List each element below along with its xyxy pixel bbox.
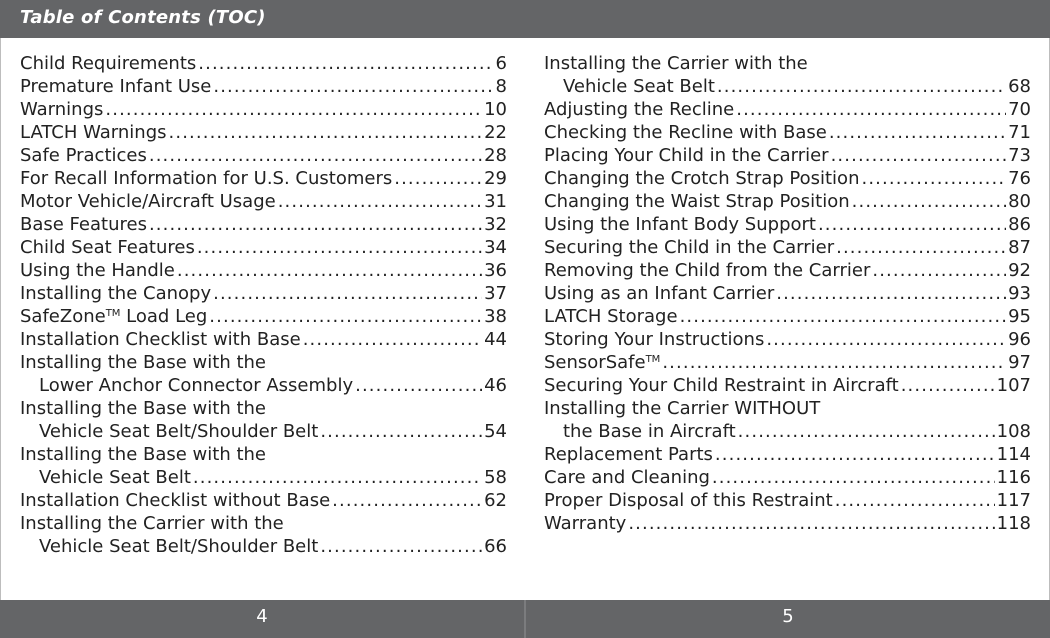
dot-leader [836,236,1006,259]
toc-page-number: 97 [1008,352,1031,373]
dot-leader [394,167,482,190]
toc-entry-title: Vehicle Seat Belt/Shoulder Belt [39,536,319,557]
toc-entry-line [544,190,1031,213]
toc-entry-line [544,420,1031,443]
toc-page-number: 93 [1008,283,1031,304]
dot-leader [169,121,483,144]
toc-entry[interactable] [544,236,1031,259]
toc-entry-line [20,512,507,535]
toc-entry-title: Checking the Recline with Base [544,122,827,143]
toc-entry[interactable] [544,167,1031,190]
toc-entry[interactable] [20,236,507,259]
dot-leader [852,190,1006,213]
dot-leader [198,52,493,75]
toc-entry-title: Placing Your Child in the Carrier [544,145,829,166]
toc-page-number: 32 [484,214,507,235]
toc-entry-line [20,328,507,351]
toc-right-column [544,52,1031,535]
toc-entry-line [544,98,1031,121]
dot-leader [872,259,1006,282]
toc-page-number: 108 [996,421,1031,442]
toc-entry[interactable] [20,305,507,328]
toc-entry-title: Proper Disposal of this Restraint [544,490,833,511]
toc-page-number: 118 [996,513,1031,534]
toc-page-number: 22 [484,122,507,143]
toc-entry-line [20,397,507,420]
dot-leader [736,98,1006,121]
dot-leader [177,259,482,282]
toc-entry-line [544,259,1031,282]
toc-entry-line [20,213,507,236]
dot-leader [776,282,1006,305]
dot-leader [149,144,482,167]
toc-entry[interactable] [544,397,1031,443]
toc-entry-line [20,167,507,190]
dot-leader [303,328,482,351]
toc-entry-line [20,190,507,213]
toc-page-number: 46 [484,375,507,396]
toc-entry-line [20,535,507,558]
toc-entry[interactable] [544,282,1031,305]
toc-entry-title: Installing the Base with the [20,444,267,465]
toc-page-number: 116 [996,467,1031,488]
toc-entry[interactable] [544,259,1031,282]
dot-leader [628,512,994,535]
dot-leader [861,167,1006,190]
toc-entry[interactable] [544,374,1031,397]
toc-entry-line [544,328,1031,351]
toc-page-number: 87 [1008,237,1031,258]
dot-leader [712,466,995,489]
dot-leader [278,190,482,213]
toc-entry-line [20,420,507,443]
dot-leader [818,213,1006,236]
toc-page-number: 107 [996,375,1031,396]
toc-entry-title: Storing Your Instructions [544,329,765,350]
toc-entry-line [20,259,507,282]
toc-entry-line [20,144,507,167]
toc-entry[interactable] [544,144,1031,167]
toc-page-number: 44 [484,329,507,350]
toc-entry[interactable] [544,190,1031,213]
dot-leader [213,75,493,98]
toc-page-number: 68 [1008,76,1031,97]
toc-page-number: 28 [484,145,507,166]
toc-entry-title: Adjusting the Recline [544,99,735,120]
dot-leader [766,328,1006,351]
toc-entry-line [20,121,507,144]
toc-entry-line [20,443,507,466]
toc-entry[interactable] [544,351,1031,374]
toc-page-number: 92 [1008,260,1031,281]
dot-leader [332,489,482,512]
toc-entry-line [544,397,1031,420]
toc-entry[interactable] [20,328,507,351]
toc-page-number: 54 [484,421,507,442]
toc-entry-title: Lower Anchor Connector Assembly [39,375,354,396]
toc-entry-title: Vehicle Seat Belt [563,76,715,97]
toc-entry-title: Using the Handle [20,260,175,281]
toc-entry-title: Installing the Base with the [20,398,267,419]
toc-left-column [20,52,507,558]
dot-leader [829,121,1006,144]
toc-entry-line [544,167,1031,190]
toc-entry-line [20,52,507,75]
header-bar [0,0,1050,38]
toc-entry[interactable] [544,443,1031,466]
dot-leader [831,144,1007,167]
toc-entry-title: Warnings [20,99,104,120]
toc-page-number: 38 [484,306,507,327]
toc-entry-title: Changing the Crotch Strap Position [544,168,860,189]
toc-entry-title: Vehicle Seat Belt/Shoulder Belt [39,421,319,442]
dot-leader [355,374,482,397]
toc-entry-line [544,144,1031,167]
toc-entry-title: Warranty [544,513,627,534]
toc-page-number: 80 [1008,191,1031,212]
toc-page-number: 36 [484,260,507,281]
toc-entry-title: Securing Your Child Restraint in Aircraft [544,375,899,396]
trademark-sup: TM [105,308,121,319]
dot-leader [662,351,1006,374]
toc-entry-title: the Base in Aircraft [563,421,736,442]
toc-entry-line [544,213,1031,236]
dot-leader [680,305,1007,328]
footer-divider [524,600,526,638]
toc-entry[interactable] [20,512,507,558]
toc-entry-title: Motor Vehicle/Aircraft Usage [20,191,276,212]
toc-entry[interactable] [20,190,507,213]
dot-leader [213,282,482,305]
toc-entry-title: Installing the Carrier with the [544,53,808,74]
toc-entry-line [544,52,1031,75]
page-title: Table of Contents (TOC) [20,7,266,28]
dot-leader [197,236,482,259]
toc-entry[interactable] [544,328,1031,351]
toc-entry-title: Securing the Child in the Carrier [544,237,835,258]
toc-entry-title: Care and Cleaning [544,467,710,488]
dot-leader [193,466,482,489]
toc-page-number: 96 [1008,329,1031,350]
toc-page-number: 117 [996,490,1031,511]
toc-entry[interactable] [544,305,1031,328]
toc-entry-title: Changing the Waist Strap Position [544,191,850,212]
dot-leader [717,75,1006,98]
toc-entry-line [20,75,507,98]
toc-entry[interactable] [544,52,1031,98]
toc-entry-title: SensorSafe™ [544,352,661,373]
dot-leader [320,420,482,443]
toc-page-number: 70 [1008,99,1031,120]
toc-page-number: 8 [495,76,507,97]
dot-leader [105,98,482,121]
toc-page-number: 58 [484,467,507,488]
toc-entry-title: Installing the Base with the [20,352,267,373]
toc-page-number: 62 [484,490,507,511]
toc-page-number: 29 [484,168,507,189]
dot-leader [715,443,995,466]
toc-entry-title: Base Features [20,214,147,235]
dot-leader [149,213,482,236]
toc-entry-line [20,351,507,374]
toc-entry-title: Child Requirements [20,53,197,74]
toc-entry-title: Using as an Infant Carrier [544,283,775,304]
toc-entry-line [20,305,507,328]
toc-entry-line [544,305,1031,328]
toc-entry[interactable] [20,443,507,489]
toc-entry-line [20,236,507,259]
toc-entry[interactable] [544,213,1031,236]
toc-entry-line [544,282,1031,305]
toc-entry-title: Removing the Child from the Carrier [544,260,871,281]
toc-page-number: 76 [1008,168,1031,189]
toc-entry[interactable] [544,466,1031,489]
toc-entry[interactable] [20,213,507,236]
dot-leader [835,489,995,512]
page-number-left: 4 [256,606,268,627]
toc-entry-title: Vehicle Seat Belt [39,467,191,488]
toc-entry[interactable] [544,512,1031,535]
toc-page-number: 31 [484,191,507,212]
toc-page-number: 6 [495,53,507,74]
footer-bar [0,600,1050,638]
toc-page-number: 73 [1008,145,1031,166]
toc-entry-title: SafeZone™ Load Leg [20,306,208,327]
toc-entry-line [20,489,507,512]
toc-entry-line [544,443,1031,466]
toc-entry[interactable] [20,282,507,305]
toc-entry[interactable] [20,167,507,190]
toc-entry-line [20,466,507,489]
toc-entry-title: Replacement Parts [544,444,713,465]
toc-entry[interactable] [20,75,507,98]
toc-page-number: 37 [484,283,507,304]
toc-entry-title: Child Seat Features [20,237,195,258]
toc-entry-line [544,489,1031,512]
toc-entry[interactable] [20,52,507,75]
toc-entry-title: Safe Practices [20,145,147,166]
toc-entry-title: Installing the Carrier with the [20,513,284,534]
toc-entry-line [544,351,1031,374]
toc-entry-line [544,466,1031,489]
toc-entry[interactable] [20,144,507,167]
dot-leader [320,535,482,558]
dot-leader [901,374,995,397]
toc-page-number: 114 [996,444,1031,465]
toc-entry[interactable] [544,489,1031,512]
toc-entry-line [544,236,1031,259]
dot-leader [738,420,995,443]
toc-entry-title: Installation Checklist with Base [20,329,301,350]
toc-page-number: 66 [484,536,507,557]
toc-entry[interactable] [544,121,1031,144]
toc-entry-line [544,374,1031,397]
toc-entry[interactable] [20,397,507,443]
toc-entry[interactable] [544,98,1031,121]
toc-entry-title: Using the Infant Body Support [544,214,816,235]
toc-entry-title: LATCH Storage [544,306,678,327]
toc-page-number: 95 [1008,306,1031,327]
toc-entry-title: Installing the Carrier WITHOUT [544,398,821,419]
toc-entry[interactable] [20,259,507,282]
dot-leader [209,305,482,328]
toc-entry-title: For Recall Information for U.S. Customers [20,168,393,189]
toc-entry-title: Installing the Canopy [20,283,212,304]
toc-entry-title: Premature Infant Use [20,76,212,97]
trademark-sup: TM [645,354,661,365]
toc-entry-line [544,512,1031,535]
toc-page-number: 34 [484,237,507,258]
toc-entry-line [20,98,507,121]
toc-entry[interactable] [20,98,507,121]
toc-page-number: 71 [1008,122,1031,143]
toc-entry-line [544,75,1031,98]
toc-entry[interactable] [20,351,507,397]
toc-entry-title: LATCH Warnings [20,122,167,143]
toc-entry-title: Installation Checklist without Base [20,490,331,511]
toc-entry-line [20,282,507,305]
toc-entry[interactable] [20,121,507,144]
toc-entry-line [544,121,1031,144]
page-number-right: 5 [782,606,794,627]
toc-entry-line [20,374,507,397]
toc-entry[interactable] [20,489,507,512]
toc-page-number: 86 [1008,214,1031,235]
toc-page-number: 10 [484,99,507,120]
